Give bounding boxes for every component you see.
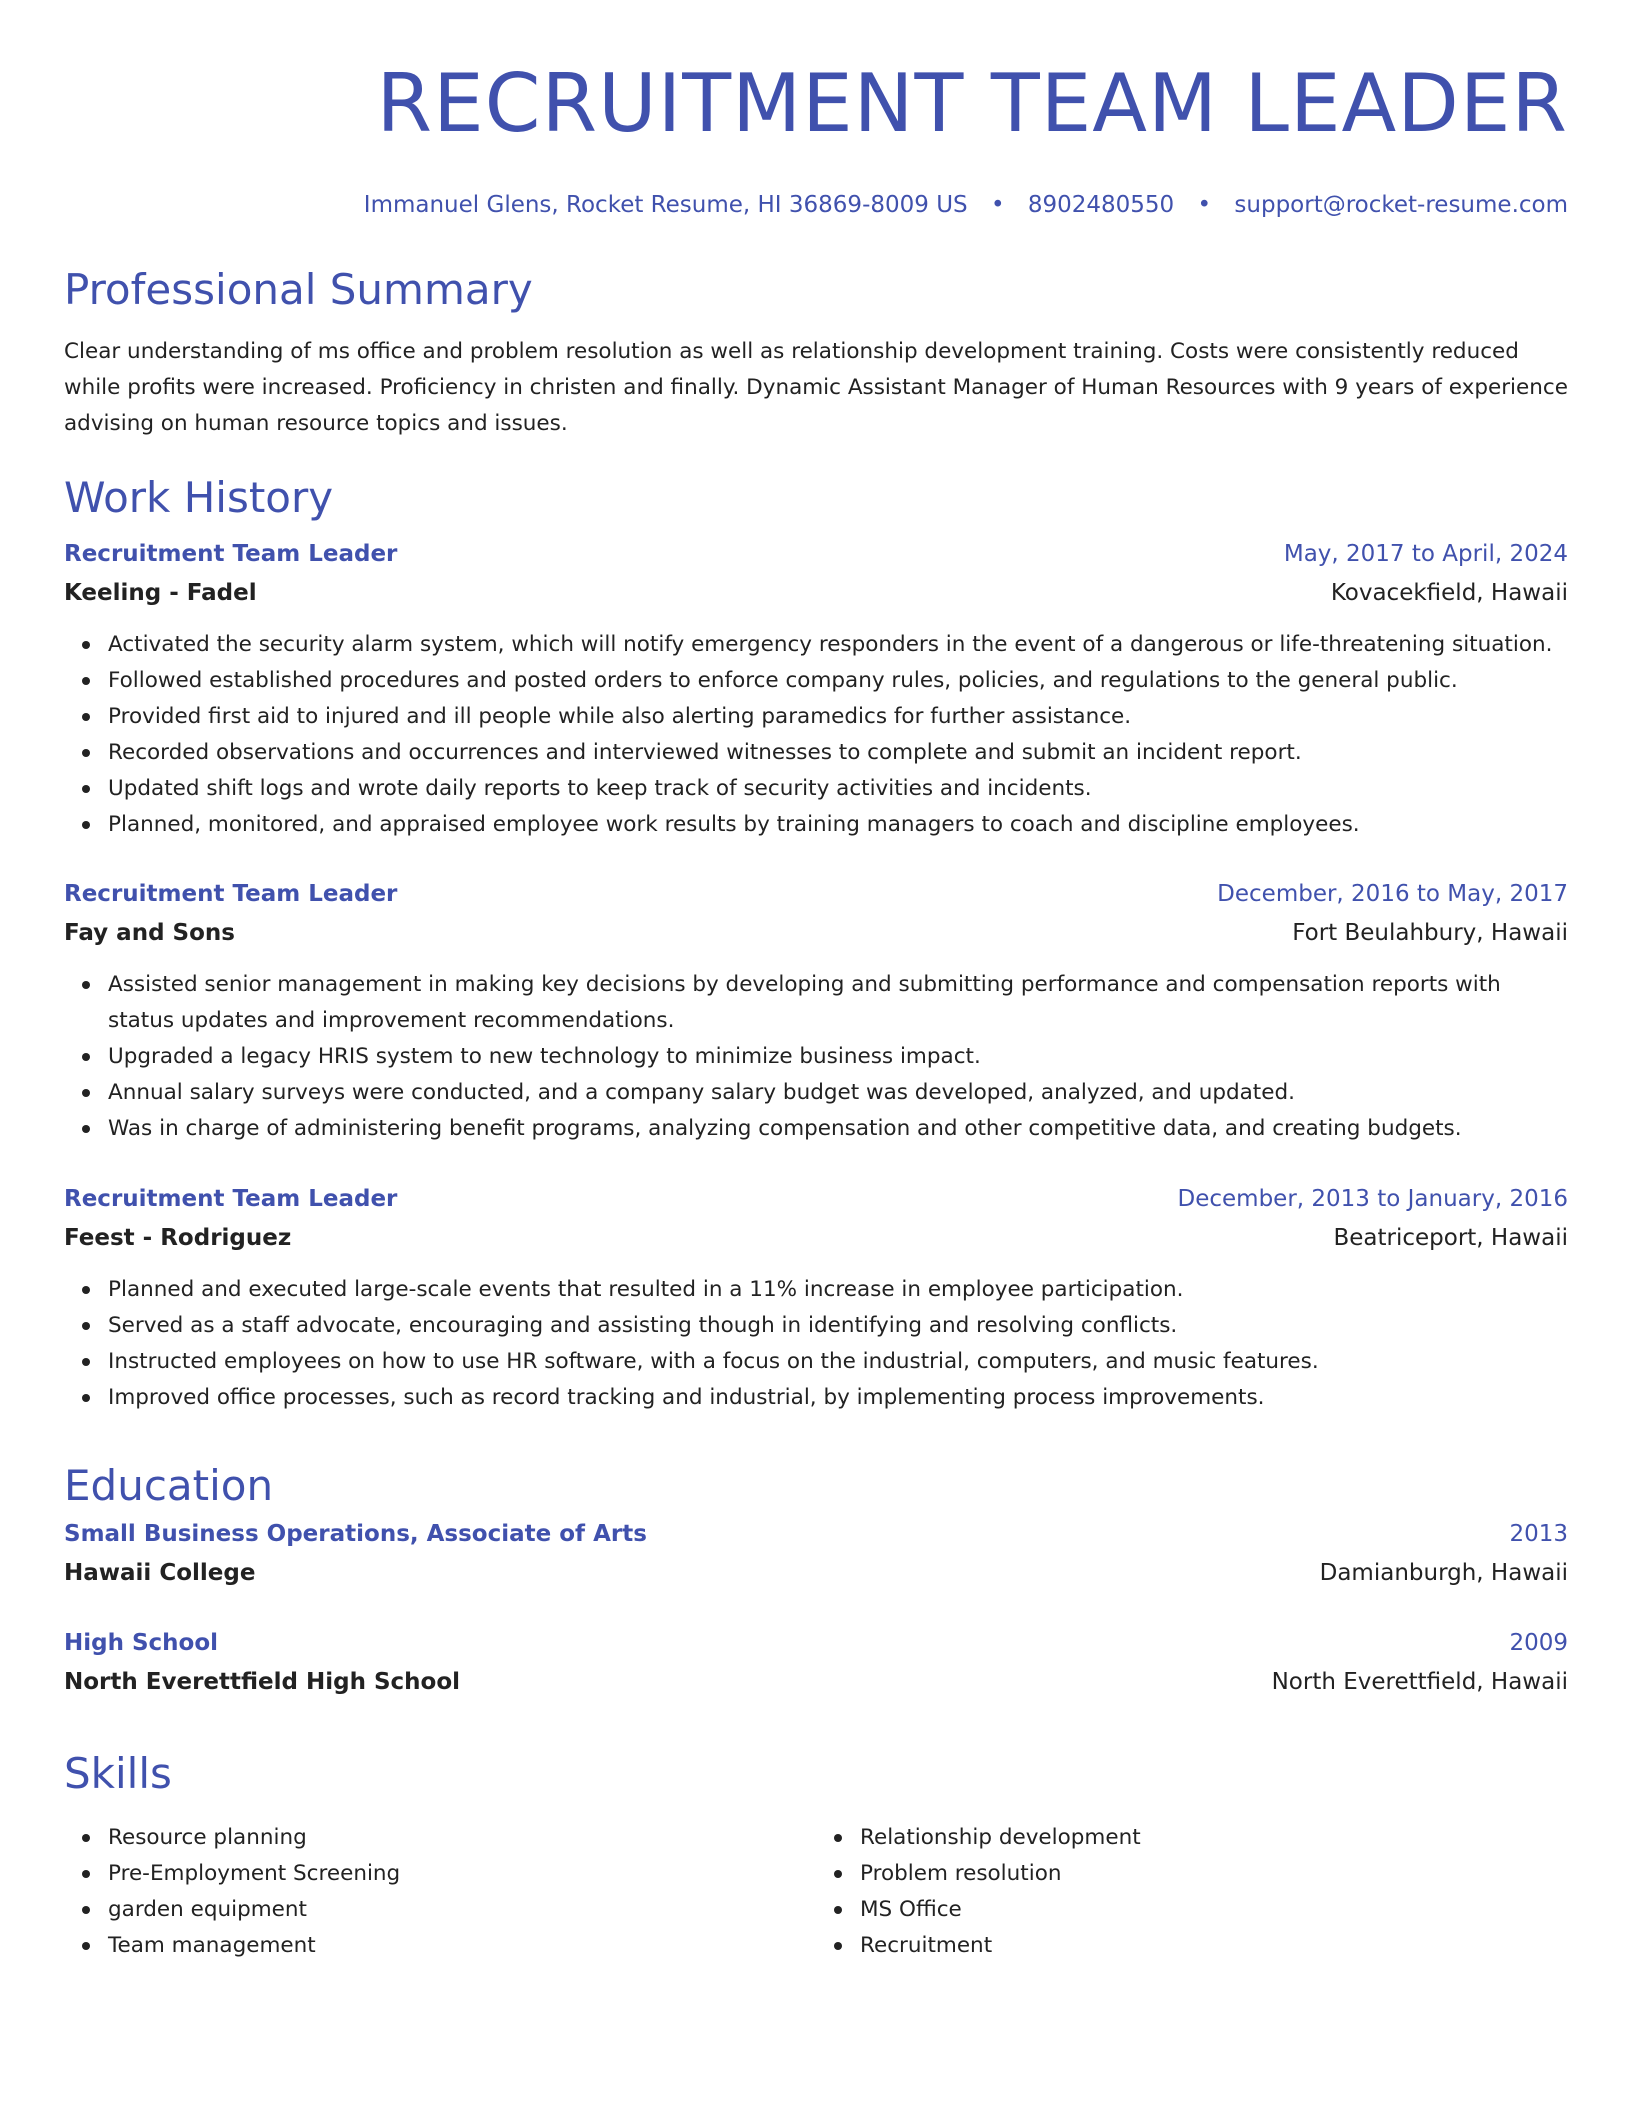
skills-column-right bbox=[816, 1820, 1568, 1964]
resume-page bbox=[64, 0, 1568, 1958]
skill-item: Resource planning bbox=[108, 1820, 816, 1856]
summary-text: Clear understanding of ms office and problem resolution as well as relationship development training. Costs were consistently reduced while profits were increased. Proficiency in christen and finally. Dynamic Assistant Manager of Human Resources with 9 years of experience advising on human resource topics and issues. bbox=[64, 339, 1568, 436]
skills-column-left bbox=[64, 1820, 816, 1964]
job-bullets bbox=[64, 627, 1568, 843]
job-company: Keeling - Fadel bbox=[64, 580, 257, 606]
bullet-item: Served as a staff advocate, encouraging and assisting though in identifying and resolving conflicts. bbox=[108, 1308, 1568, 1344]
job-bullets bbox=[64, 967, 1568, 1147]
education-entry bbox=[64, 1627, 1568, 1698]
bullet-item: Planned and executed large-scale events that resulted in a 11% increase in employee participation. bbox=[108, 1272, 1568, 1308]
bullet-item: Updated shift logs and wrote daily reports to keep track of security activities and incidents. bbox=[108, 771, 1568, 807]
job-company: Feest - Rodriguez bbox=[64, 1225, 292, 1251]
job-company: Fay and Sons bbox=[64, 920, 235, 946]
bullet-item: Planned, monitored, and appraised employee work results by training managers to coach and discipline employees. bbox=[108, 807, 1568, 843]
education-location: North Everettfield, Hawaii bbox=[1271, 1669, 1568, 1695]
job-location: Beatriceport, Hawaii bbox=[1333, 1225, 1568, 1251]
education-location: Damianburgh, Hawaii bbox=[1319, 1560, 1568, 1586]
job-entry bbox=[64, 538, 1568, 843]
education-degree: Small Business Operations, Associate of Arts bbox=[64, 1521, 647, 1547]
skill-item: Recruitment bbox=[860, 1928, 1568, 1964]
education-entry bbox=[64, 1518, 1568, 1589]
bullet-item: Instructed employees on how to use HR software, with a focus on the industrial, computers, and music features. bbox=[108, 1344, 1568, 1380]
skills-list bbox=[64, 1820, 1568, 1964]
bullet-item: Improved office processes, such as record tracking and industrial, by implementing process improvements. bbox=[108, 1380, 1568, 1416]
contact-separator: • bbox=[1197, 192, 1212, 218]
bullet-item: Was in charge of administering benefit programs, analyzing compensation and other competitive data, and creating budgets. bbox=[108, 1111, 1568, 1147]
job-dates: December, 2013 to January, 2016 bbox=[1177, 1186, 1568, 1212]
education-degree: High School bbox=[64, 1630, 219, 1656]
education-school: Hawaii College bbox=[64, 1560, 256, 1586]
skill-item: Pre-Employment Screening bbox=[108, 1856, 816, 1892]
skill-item: MS Office bbox=[860, 1892, 1568, 1928]
bullet-item: Annual salary surveys were conducted, and a company salary budget was developed, analyzed, and updated. bbox=[108, 1075, 1568, 1111]
bullet-item: Provided first aid to injured and ill people while also alerting paramedics for further assistance. bbox=[108, 699, 1568, 735]
job-location: Fort Beulahbury, Hawaii bbox=[1292, 920, 1568, 946]
skill-item: Team management bbox=[108, 1928, 816, 1964]
job-entry bbox=[64, 878, 1568, 1147]
summary-heading: Professional Summary bbox=[64, 265, 533, 314]
job-title: Recruitment Team Leader bbox=[64, 881, 398, 907]
contact-address: Immanuel Glens, Rocket Resume, HI 36869-8009 US bbox=[363, 192, 968, 218]
job-dates: December, 2016 to May, 2017 bbox=[1217, 881, 1568, 907]
work-history-heading: Work History bbox=[64, 473, 334, 522]
contact-separator: • bbox=[990, 192, 1005, 218]
resume-title: RECRUITMENT TEAM LEADER bbox=[376, 57, 1568, 150]
education-school: North Everettfield High School bbox=[64, 1669, 461, 1695]
job-title: Recruitment Team Leader bbox=[64, 1186, 398, 1212]
bullet-item: Activated the security alarm system, which will notify emergency responders in the event of a dangerous or life-threatening situation. bbox=[108, 627, 1568, 663]
skill-item: Relationship development bbox=[860, 1820, 1568, 1856]
bullet-item: Recorded observations and occurrences and interviewed witnesses to complete and submit an incident report. bbox=[108, 735, 1568, 771]
bullet-item: Upgraded a legacy HRIS system to new technology to minimize business impact. bbox=[108, 1039, 1568, 1075]
skill-item: Problem resolution bbox=[860, 1856, 1568, 1892]
education-heading: Education bbox=[64, 1461, 274, 1510]
contact-line bbox=[64, 190, 1568, 220]
bullet-item: Assisted senior management in making key decisions by developing and submitting performance and compensation reports with status updates and improvement recommendations. bbox=[108, 967, 1568, 1039]
job-location: Kovacekfield, Hawaii bbox=[1330, 580, 1568, 606]
contact-phone: 8902480550 bbox=[1027, 192, 1175, 218]
contact-email[interactable]: support@rocket-resume.com bbox=[1234, 192, 1568, 218]
job-dates: May, 2017 to April, 2024 bbox=[1283, 541, 1568, 567]
job-bullets bbox=[64, 1272, 1568, 1416]
bullet-item: Followed established procedures and posted orders to enforce company rules, policies, and regulations to the general public. bbox=[108, 663, 1568, 699]
job-title: Recruitment Team Leader bbox=[64, 541, 398, 567]
education-year: 2009 bbox=[1509, 1630, 1568, 1656]
skill-item: garden equipment bbox=[108, 1892, 816, 1928]
skills-heading: Skills bbox=[64, 1749, 172, 1798]
job-entry bbox=[64, 1183, 1568, 1416]
education-year: 2013 bbox=[1509, 1521, 1568, 1547]
